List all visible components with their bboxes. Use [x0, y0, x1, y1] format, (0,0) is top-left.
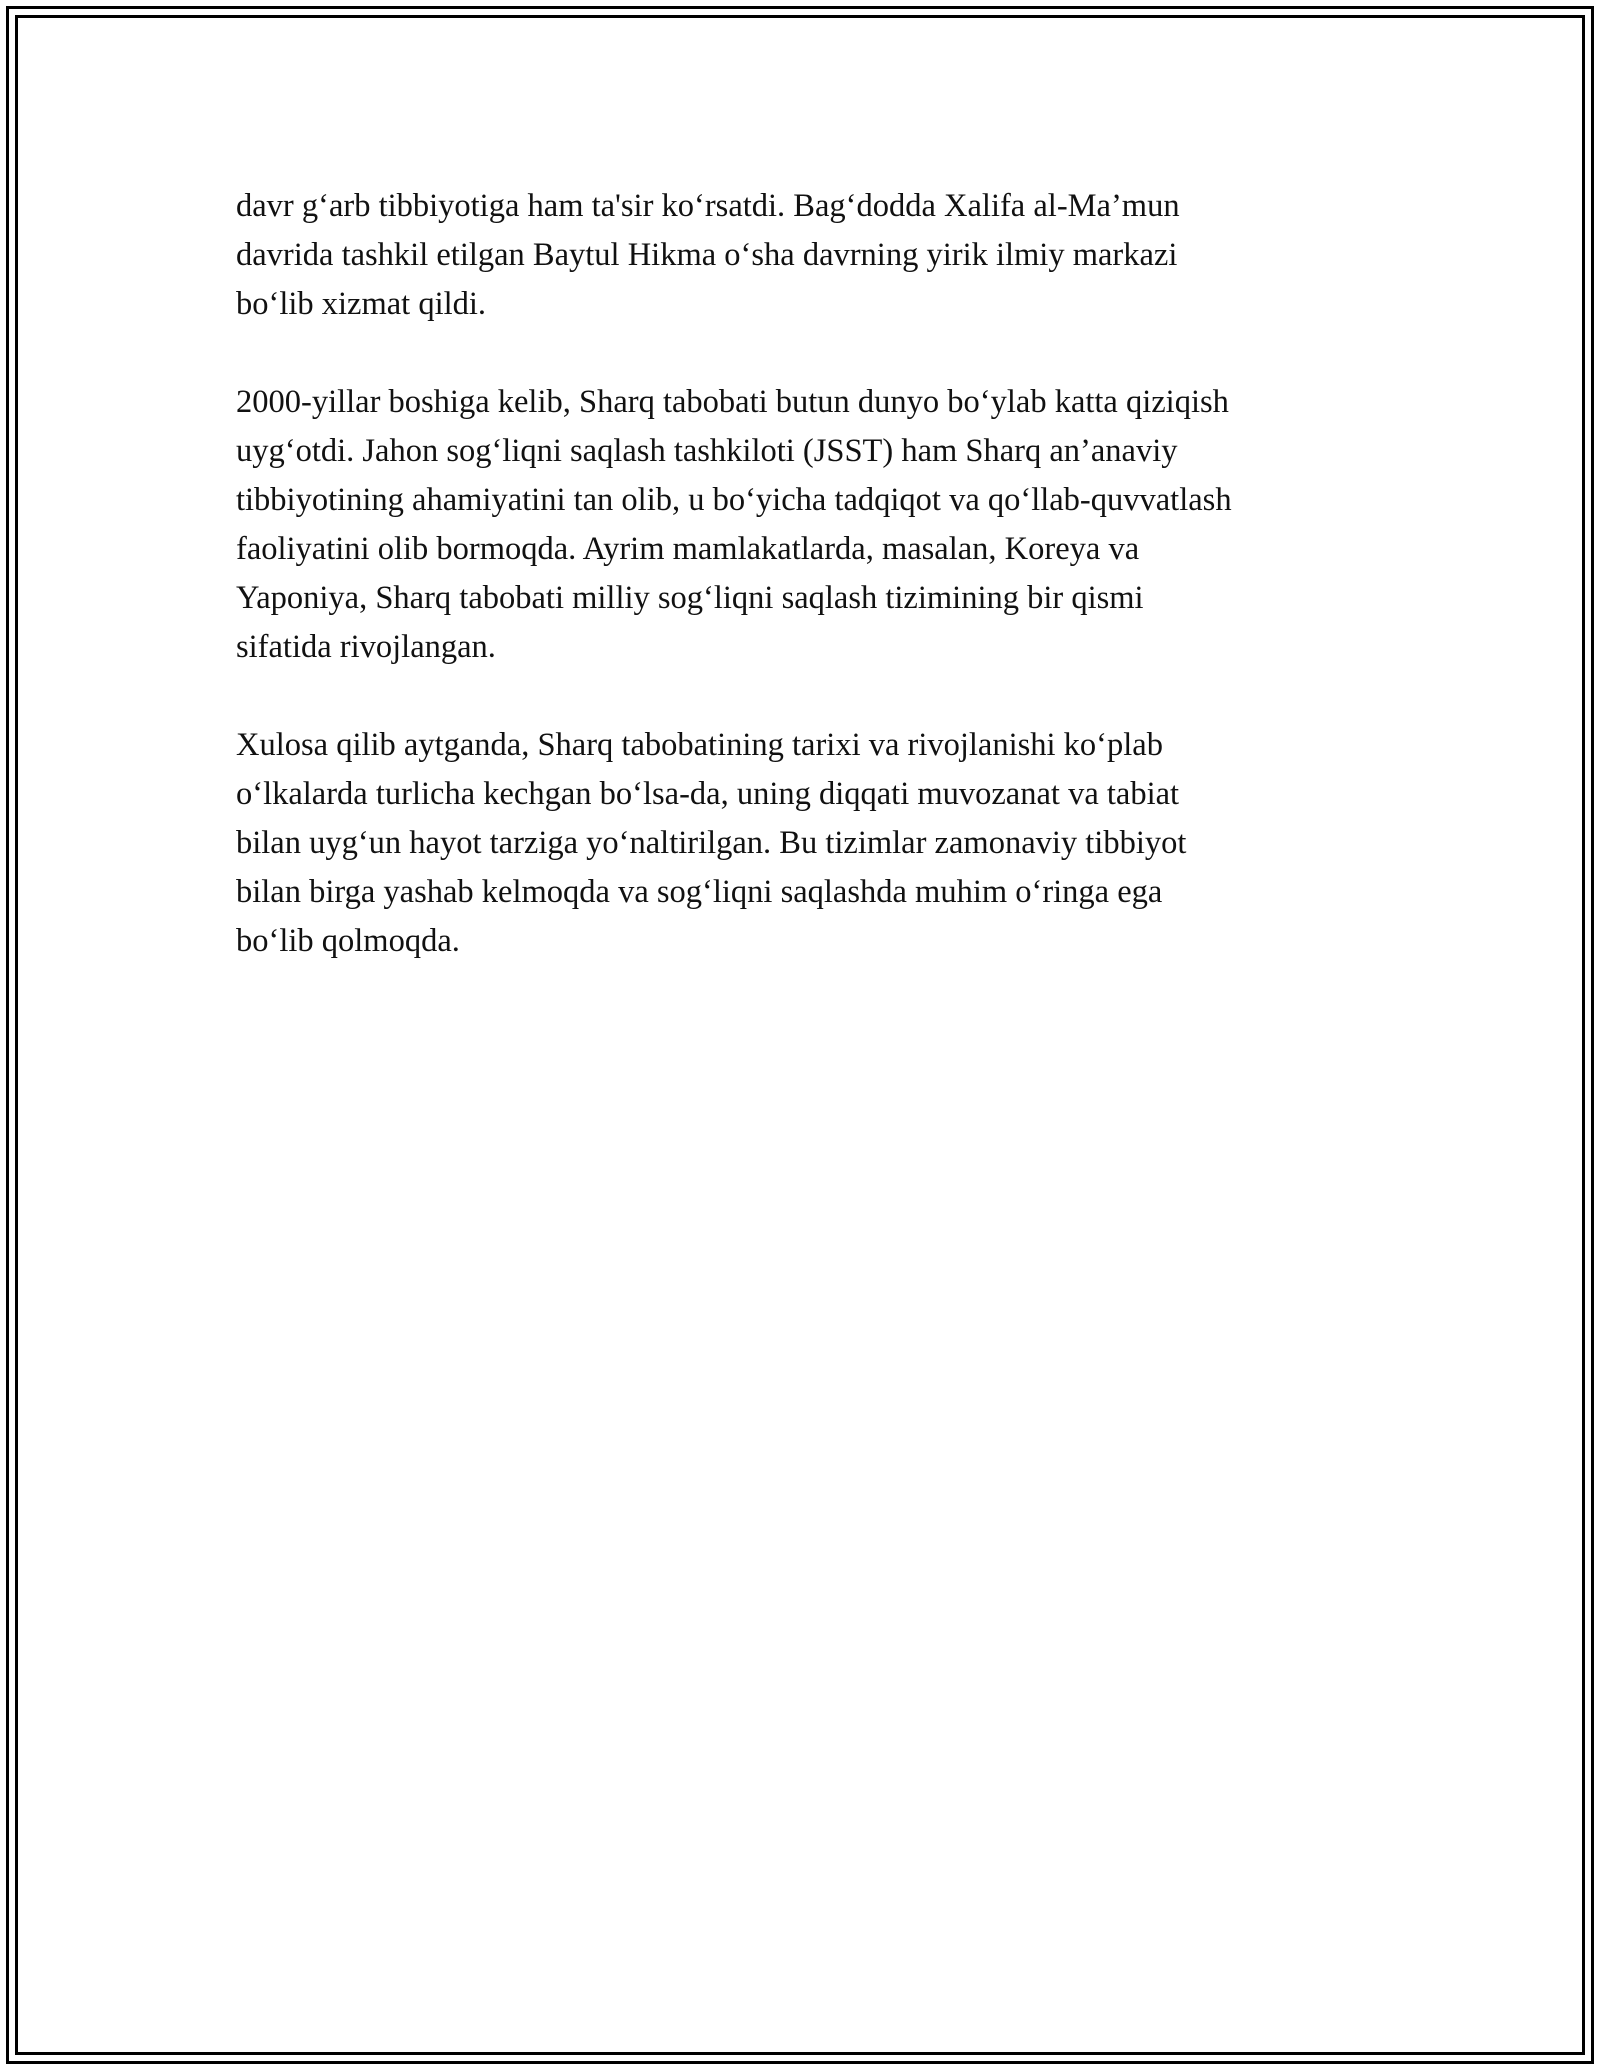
text-line: tibbiyotining ahamiyatini tan olib, u bo‘yicha tadqiqot va qo‘llab-quvvatlash	[236, 482, 1232, 518]
document-body	[236, 182, 1366, 1015]
text-line: faoliyatini olib bormoqda. Ayrim mamlakatlarda, masalan, Koreya va	[236, 531, 1140, 567]
text-line: uyg‘otdi. Jahon sog‘liqni saqlash tashkiloti (JSST) ham Sharq an’anaviy	[236, 433, 1178, 469]
paragraph-3	[236, 721, 1366, 966]
text-line: davr g‘arb tibbiyotiga ham ta'sir ko‘rsatdi. Bag‘dodda Xalifa al-Ma’mun	[236, 188, 1180, 224]
text-line: bo‘lib xizmat qildi.	[236, 286, 487, 322]
text-line: bilan uyg‘un hayot tarziga yo‘naltirilgan. Bu tizimlar zamonaviy tibbiyot	[236, 825, 1187, 861]
text-line: davrida tashkil etilgan Baytul Hikma o‘sha davrning yirik ilmiy markazi	[236, 237, 1178, 273]
text-line: bo‘lib qolmoqda.	[236, 923, 460, 959]
text-line: 2000-yillar boshiga kelib, Sharq tabobati butun dunyo bo‘ylab katta qiziqish	[236, 384, 1229, 420]
text-line: bilan birga yashab kelmoqda va sog‘liqni saqlashda muhim o‘ringa ega	[236, 874, 1163, 910]
text-line: sifatida rivojlangan.	[236, 629, 496, 665]
text-line: o‘lkalarda turlicha kechgan bo‘lsa-da, uning diqqati muvozanat va tabiat	[236, 776, 1180, 812]
text-line: Yaponiya, Sharq tabobati milliy sog‘liqni saqlash tizimining bir qismi	[236, 580, 1144, 616]
paragraph-1	[236, 182, 1366, 329]
text-line: Xulosa qilib aytganda, Sharq tabobatining tarixi va rivojlanishi ko‘plab	[236, 727, 1163, 763]
paragraph-2	[236, 378, 1366, 672]
